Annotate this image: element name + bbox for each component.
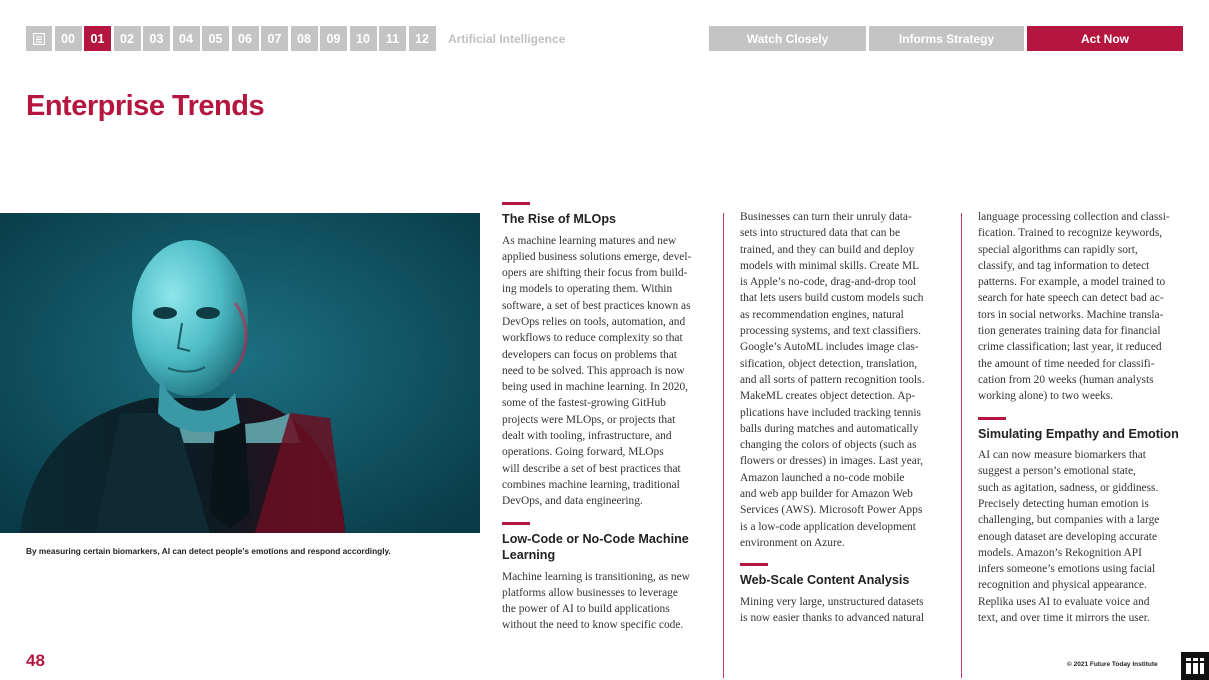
text-line: and web app builder for Amazon Web [740,488,913,501]
text-line: applied business solutions emerge, devel- [502,250,692,263]
text-line: is Apple’s no-code, drag-and-drop tool [740,276,917,289]
fti-logo-icon [1181,652,1209,680]
watch-closely-badge: Watch Closely [709,26,866,51]
text-line: developers can focus on problems that [502,348,677,361]
nav-item-03[interactable]: 03 [143,26,170,51]
text-line: models with minimal skills. Create ML [740,259,920,272]
text-line: need to be solved. This approach is now [502,364,685,377]
text-line: fication. Trained to recognize keywords, [978,227,1163,240]
text-line: will describe a set of best practices that [502,462,681,475]
text-line: AI can now measure biomarkers that [978,449,1146,462]
nav-item-10[interactable]: 10 [350,26,377,51]
text-line: special algorithms can rapidly sort, [978,243,1138,256]
text-line: Services (AWS). Microsoft Power Apps [740,504,923,517]
text-line: DevOps relies on tools, automation, and [502,315,686,328]
text-line: Mining very large, unstructured datasets [740,595,924,608]
text-line: tors in social networks. Machine transla- [978,308,1164,321]
text-line: Google’s AutoML includes image clas- [740,341,919,354]
android-portrait-illustration [0,213,480,533]
paragraph-low-code-continued [740,209,952,551]
text-line: projects were MLOps, or projects that [502,413,676,426]
text-line: text, and over time it mirrors the user. [978,612,1150,625]
text-line: MakeML creates object detection. Ap- [740,390,916,403]
text-line: crime classification; last year, it reduced [978,341,1162,354]
paragraph-mlops [502,233,714,510]
heading-low-code-ml [502,531,714,564]
page-number: 48 [26,651,45,670]
text-line: search for hate speech can detect bad ac- [978,292,1164,305]
nav-item-02[interactable]: 02 [114,26,141,51]
text-line: challenging, but companies with a large [978,514,1160,527]
text-line: is now easier thanks to advanced natural [740,612,925,625]
column-3 [978,209,1193,626]
text-line: the amount of time needed for classifi- [978,357,1155,370]
nav-item-01[interactable]: 01 [84,26,111,51]
fti-logo-glyph [1181,652,1209,680]
heading-simulating-empathy: Simulating Empathy and Emotion [978,426,1179,441]
text-line: combines machine learning, traditional [502,478,680,491]
text-line: plications have included tracking tennis [740,406,921,419]
text-line: workflows to reduce complexity so that [502,332,683,345]
text-line: some of the fastest-growing GitHub [502,397,666,410]
paragraph-low-code [502,569,714,634]
text-line: platforms allow businesses to leverage [502,586,678,599]
heading-web-scale-content: Web-Scale Content Analysis [740,573,910,588]
column-1 [502,202,714,634]
text-line: Replika uses AI to evaluate voice and [978,595,1150,608]
text-line: DevOps, and data engineering. [502,495,643,508]
page-title: Enterprise Trends [26,90,265,122]
text-line: recognition and physical appearance. [978,579,1147,592]
text-line: changing the colors of objects (such as [740,439,917,452]
paragraph-web-scale-continued [978,209,1193,405]
text-line: Precisely detecting human emotion is [978,497,1149,510]
nav-item-11[interactable]: 11 [379,26,406,51]
heading-line: Low-Code or No-Code Machine [502,531,689,546]
act-now-badge: Act Now [1027,26,1183,51]
text-line: as recommendation engines, natural [740,308,904,321]
nav-item-04[interactable]: 04 [173,26,200,51]
text-line: processing systems, and text classifiers. [740,325,921,338]
text-line: ing models to operating them. Within [502,283,673,296]
image-caption: By measuring certain biomarkers, AI can detect people’s emotions and respond accordingly. [26,546,391,556]
status-badges [709,26,1183,51]
text-line: sets into structured data that can be [740,227,901,240]
text-line: Amazon launched a no-code mobile [740,471,905,484]
text-line: software, a set of best practices known as [502,299,691,312]
heading-rule [502,202,530,205]
text-line: opers are shifting their focus from build- [502,267,688,280]
table-of-contents-icon-glyph [33,33,45,45]
text-line: Machine learning is transitioning, as new [502,570,690,583]
table-of-contents-icon[interactable] [26,26,52,51]
copyright-notice: © 2021 Future Today Institute [1067,661,1158,668]
nav-item-05[interactable]: 05 [202,26,229,51]
nav-item-09[interactable]: 09 [320,26,347,51]
text-line: models. Amazon’s Rekognition API [978,546,1142,559]
text-line: working alone) to two weeks. [978,390,1114,403]
text-line: is a low-code application development [740,520,916,533]
heading-rule [978,417,1006,420]
section-label: Artificial Intelligence [448,31,566,46]
section-navigation [26,26,565,51]
nav-item-07[interactable]: 07 [261,26,288,51]
text-line: flowers or dresses) in images. Last year, [740,455,924,468]
heading-line: Learning [502,548,556,563]
text-line: cation from 20 weeks (human analysts [978,373,1154,386]
text-line: such as agitation, sadness, or giddiness. [978,481,1159,494]
nav-item-08[interactable]: 08 [291,26,318,51]
text-line: Businesses can turn their unruly data- [740,211,912,223]
hero-image [0,213,480,533]
column-divider [723,213,724,678]
nav-item-00[interactable]: 00 [55,26,82,51]
text-line: trained, and they can build and deploy [740,243,915,256]
heading-rule [740,563,768,566]
heading-rule [502,522,530,525]
nav-item-12[interactable]: 12 [409,26,436,51]
text-line: operations. Going forward, MLOps [502,446,664,459]
text-line: without the need to know specific code. [502,619,684,632]
text-line: environment on Azure. [740,536,845,549]
paragraph-empathy [978,447,1193,626]
text-line: As machine learning matures and new [502,234,677,247]
column-2 [740,209,952,626]
text-line: that lets users build custom models such [740,292,924,305]
text-line: language processing collection and classi- [978,211,1170,223]
paragraph-web-scale [740,594,952,627]
column-divider [961,213,962,678]
text-line: infers someone’s emotions using facial [978,563,1156,576]
text-line: being used in machine learning. In 2020, [502,381,688,394]
nav-item-06[interactable]: 06 [232,26,259,51]
text-line: patterns. For example, a model trained to [978,276,1166,289]
informs-strategy-badge: Informs Strategy [869,26,1024,51]
text-line: the power of AI to build applications [502,603,670,616]
heading-rise-of-mlops: The Rise of MLOps [502,212,617,226]
text-line: dealt with tooling, infrastructure, and [502,430,672,443]
text-line: balls during matches and automatically [740,422,919,435]
text-line: classify, and tag information to detect [978,259,1150,272]
text-line: enough dataset are developing accurate [978,530,1157,543]
text-line: tion generates training data for financial [978,325,1161,338]
text-line: sification, object detection, translation, [740,357,918,370]
text-line: suggest a person’s emotional state, [978,465,1136,478]
text-line: and all sorts of pattern recognition tools. [740,373,925,386]
